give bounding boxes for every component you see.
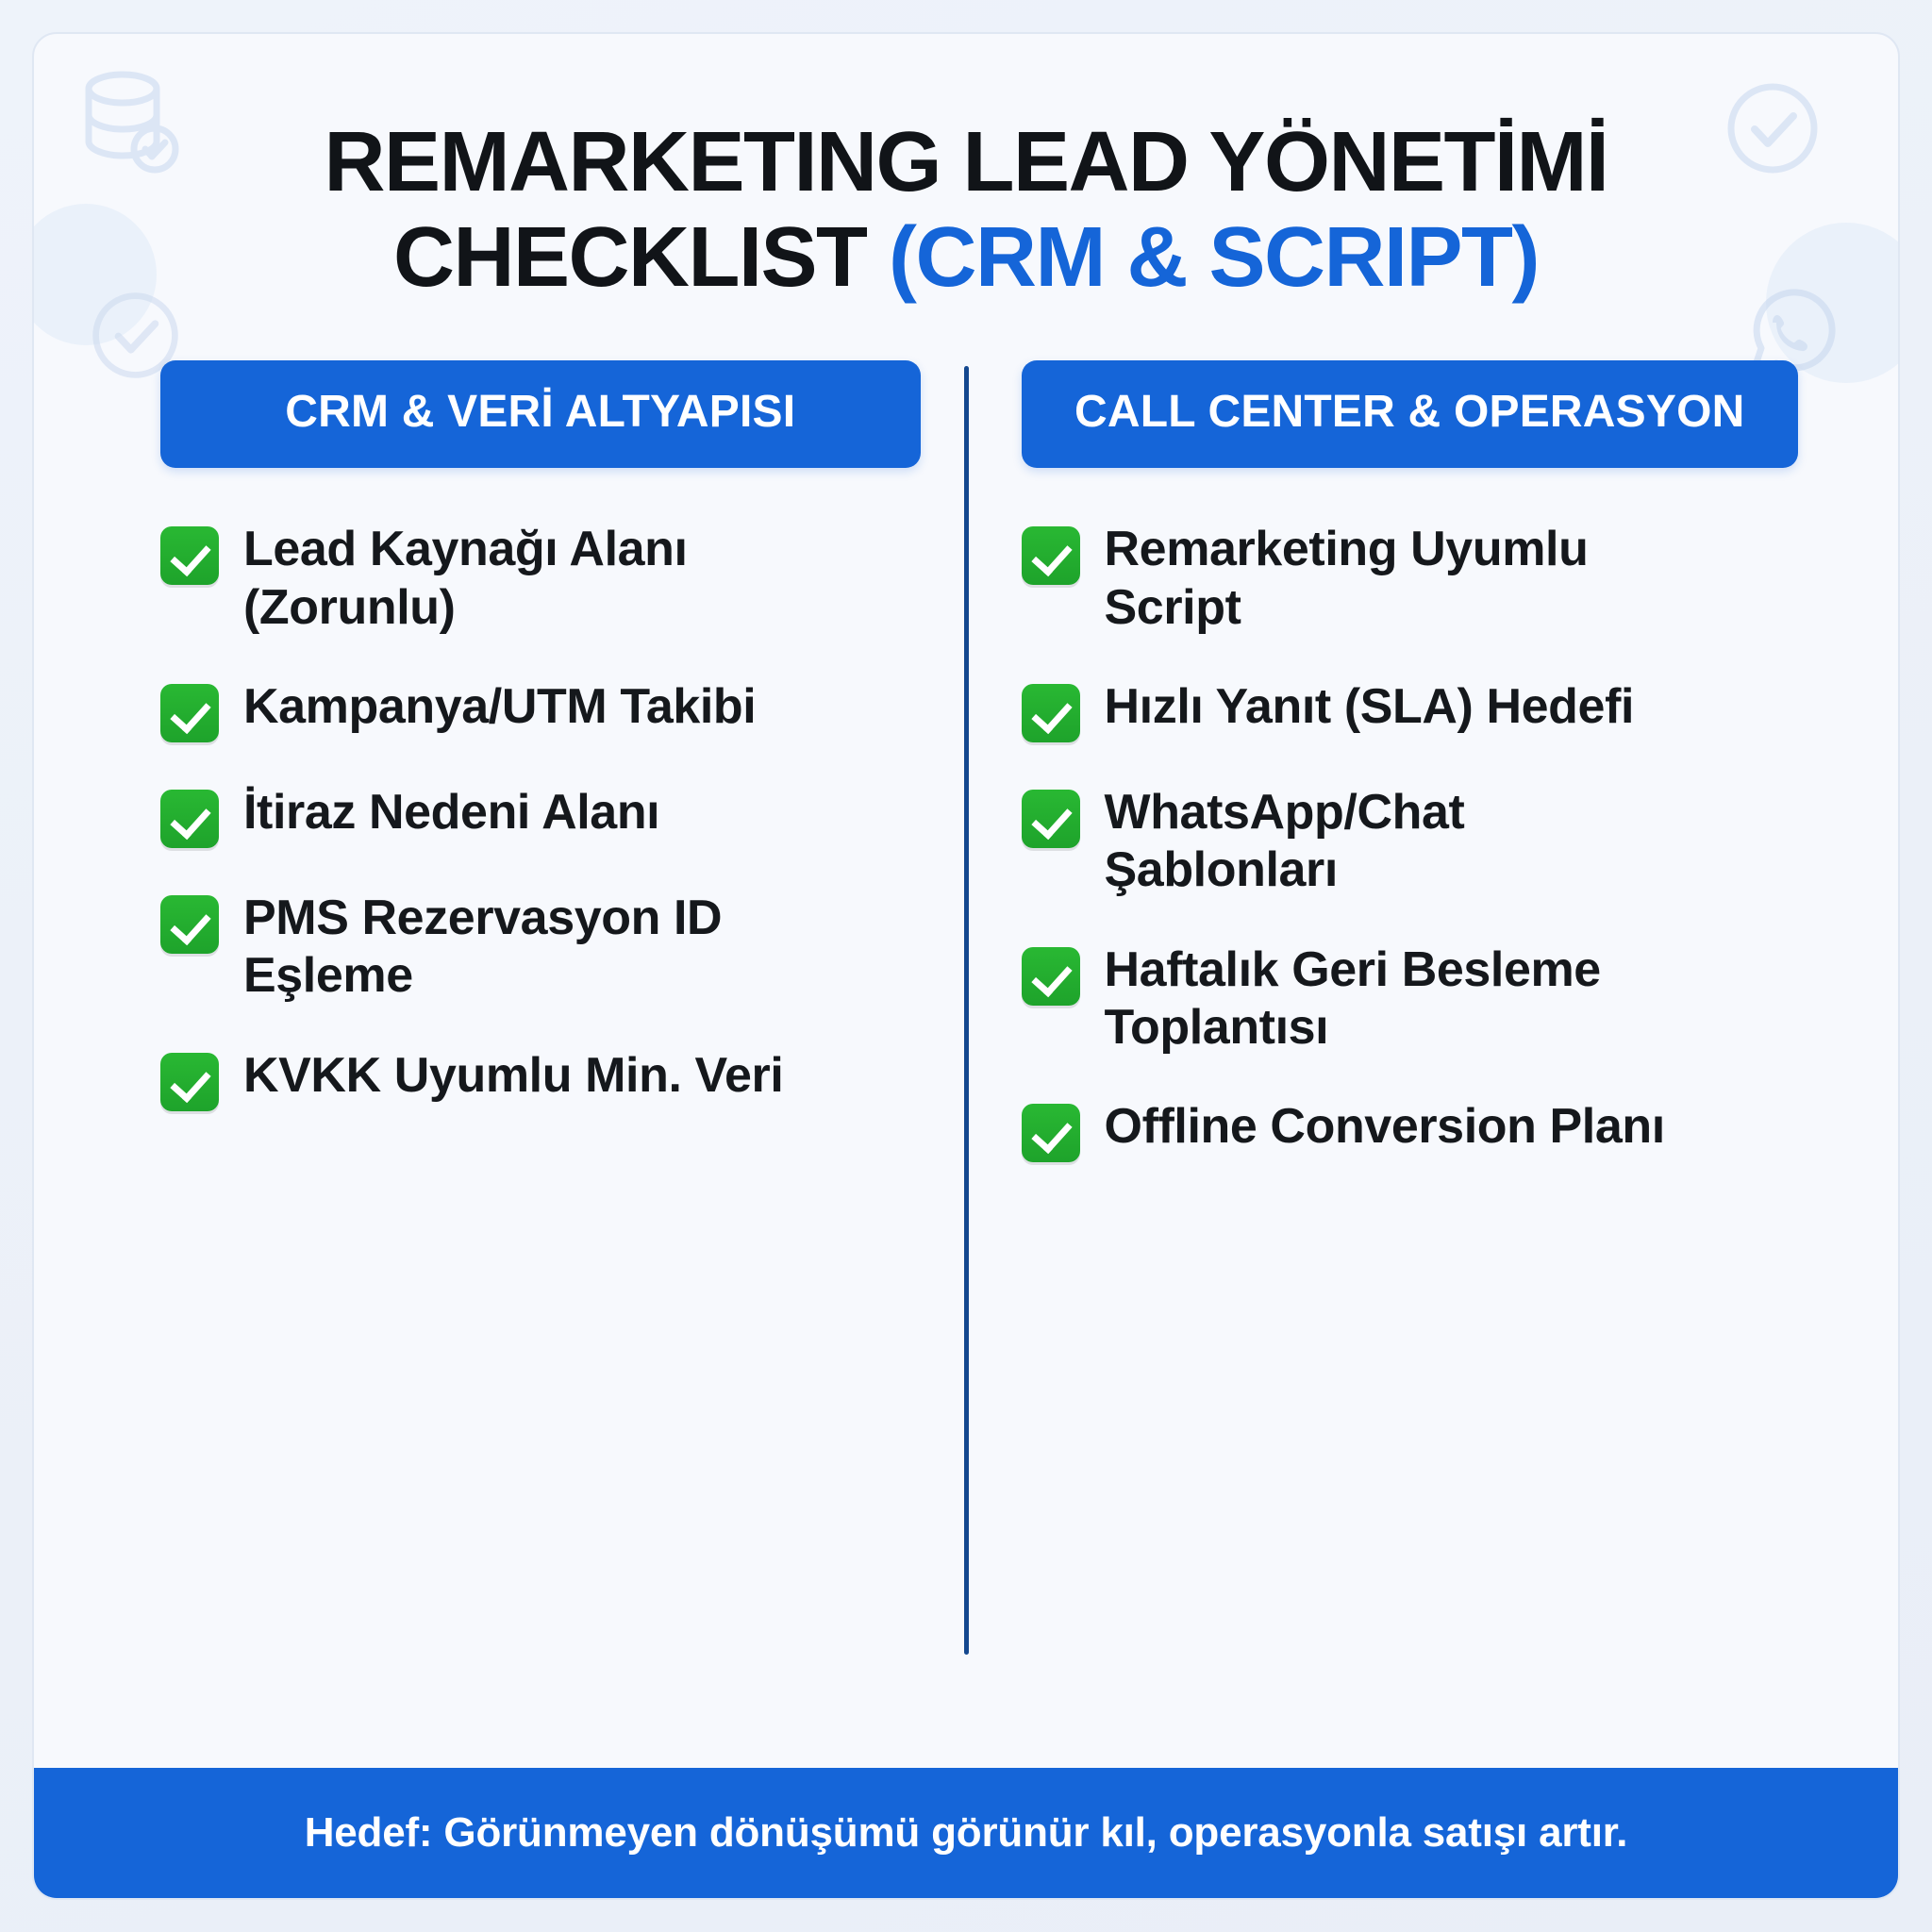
list-item-label: Remarketing Uyumlu Script	[1104, 522, 1589, 635]
check-icon	[1022, 790, 1080, 848]
title-accent: (CRM & SCRIPT)	[889, 209, 1539, 305]
check-icon	[160, 526, 219, 585]
list-item-label: Hızlı Yanıt (SLA) Hedefi	[1104, 678, 1635, 734]
column-header-call-center: CALL CENTER & OPERASYON	[1022, 360, 1798, 469]
check-icon	[160, 684, 219, 742]
checklist-crm	[160, 521, 921, 1110]
check-icon	[160, 790, 219, 848]
list-item[interactable]	[1022, 1098, 1798, 1162]
list-item[interactable]	[160, 521, 921, 637]
checklist-call-center	[1022, 521, 1798, 1162]
list-item[interactable]	[160, 678, 921, 742]
list-item[interactable]	[160, 1047, 921, 1111]
list-item-label: İtiraz Nedeni Alanı	[243, 784, 660, 840]
list-item[interactable]	[1022, 678, 1798, 742]
column-crm-data	[91, 360, 964, 1768]
column-call-center	[969, 360, 1841, 1768]
list-item[interactable]	[160, 784, 921, 848]
check-icon	[1022, 526, 1080, 585]
footer-text: Görünmeyen dönüşümü görünür kıl, operasyonla satışı artır.	[432, 1809, 1628, 1856]
list-item[interactable]	[1022, 521, 1798, 637]
list-item-label: Lead Kaynağı Alanı (Zorunlu)	[243, 522, 688, 635]
page-title	[34, 34, 1898, 306]
footer-lead: Hedef:	[304, 1809, 433, 1856]
check-icon	[1022, 947, 1080, 1006]
list-item-label: Offline Conversion Planı	[1104, 1099, 1665, 1155]
list-item-label: KVKK Uyumlu Min. Veri	[243, 1047, 784, 1103]
list-item-label: Haftalık Geri Besleme Toplantısı	[1104, 941, 1601, 1055]
title-line-2: CHECKLIST	[393, 209, 890, 305]
checklist-columns	[34, 306, 1898, 1768]
check-icon	[160, 895, 219, 954]
list-item[interactable]	[1022, 941, 1798, 1058]
list-item[interactable]	[160, 890, 921, 1006]
list-item-label: PMS Rezervasyon ID Eşleme	[243, 890, 723, 1004]
check-icon	[1022, 684, 1080, 742]
column-header-crm: CRM & VERİ ALTYAPISI	[160, 360, 921, 469]
check-icon	[1022, 1104, 1080, 1162]
list-item-label: WhatsApp/Chat Şablonları	[1104, 784, 1465, 898]
footer-banner	[34, 1768, 1898, 1898]
list-item[interactable]	[1022, 784, 1798, 900]
poster-card	[32, 32, 1900, 1900]
list-item-label: Kampanya/UTM Takibi	[243, 678, 757, 734]
check-icon	[160, 1053, 219, 1111]
title-line-1: REMARKETING LEAD YÖNETİMİ	[324, 115, 1608, 209]
